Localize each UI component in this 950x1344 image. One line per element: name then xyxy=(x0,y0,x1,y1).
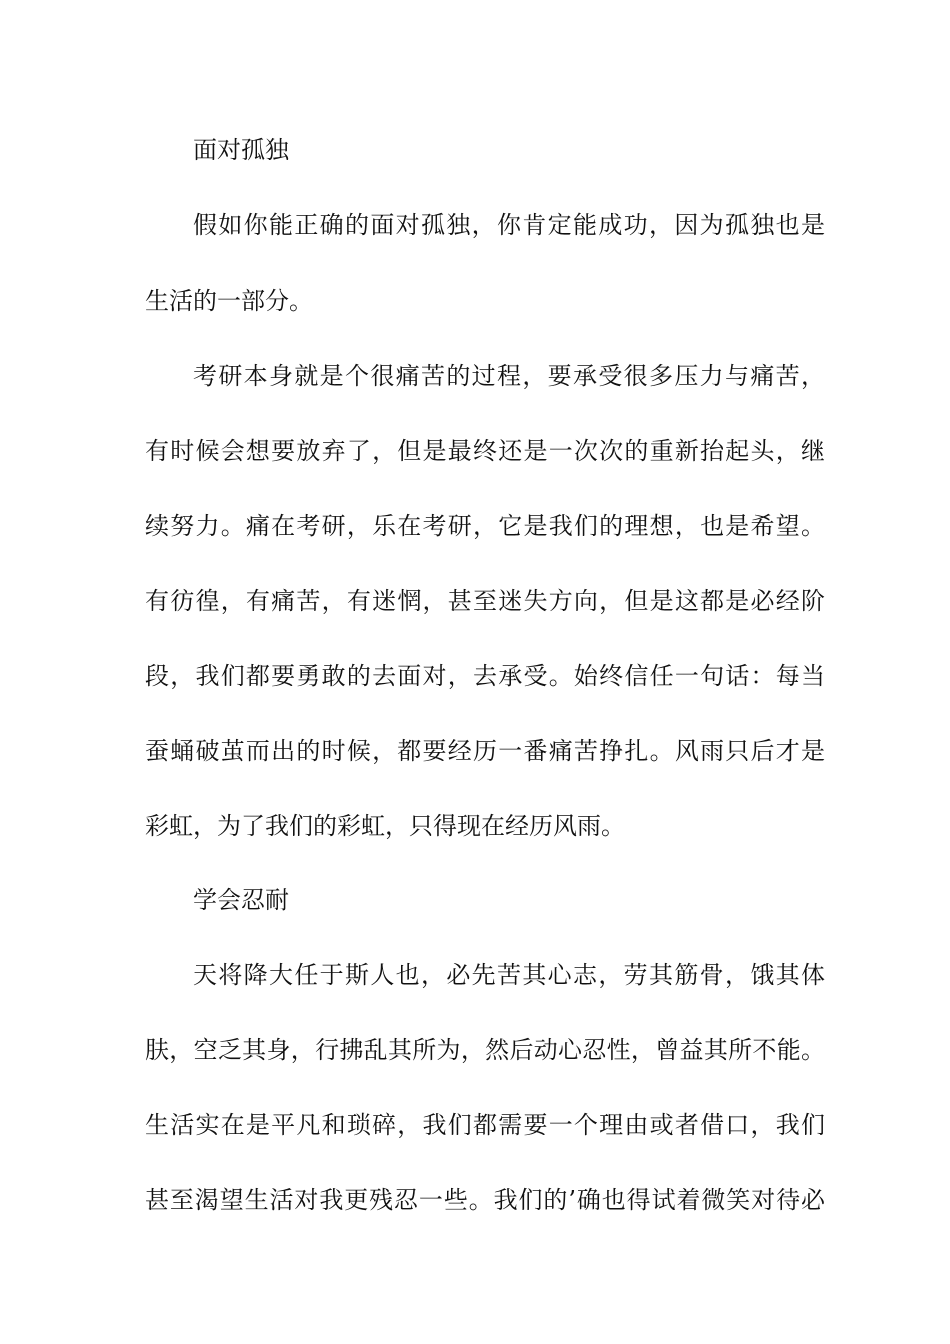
paragraph-line: 生活实在是平凡和琐碎，我们都需要一个理由或者借口，我们 xyxy=(145,1111,825,1139)
paragraph-line: 蚕蛹破茧而出的时候，都要经历一番痛苦挣扎。风雨只后才是 xyxy=(145,737,825,765)
paragraph-line: 假如你能正确的面对孤独，你肯定能成功，因为孤独也是 xyxy=(193,211,825,239)
paragraph-line: 生活的一部分。 xyxy=(145,287,313,315)
paragraph-line: 续努力。痛在考研，乐在考研，它是我们的理想，也是希望。 xyxy=(145,512,825,540)
paragraph-line: 甚至渴望生活对我更残忍一些。我们的’确也得试着微笑对待必 xyxy=(145,1186,825,1214)
paragraph-line: 段，我们都要勇敢的去面对，去承受。始终信任一句话：每当 xyxy=(145,662,825,690)
section-heading-learn-patience: 学会忍耐 xyxy=(193,886,289,914)
paragraph-line: 彩虹，为了我们的彩虹，只得现在经历风雨。 xyxy=(145,812,625,840)
section-heading-facing-loneliness: 面对孤独 xyxy=(193,136,289,164)
paragraph-line: 考研本身就是个很痛苦的过程，要承受很多压力与痛苦， xyxy=(193,362,825,390)
paragraph-line: 肤，空乏其身，行拂乱其所为，然后动心忍性，曾益其所不能。 xyxy=(145,1036,825,1064)
paragraph-line: 有彷徨，有痛苦，有迷惘，甚至迷失方向，但是这都是必经阶 xyxy=(145,587,825,615)
paragraph-line: 有时候会想要放弃了，但是最终还是一次次的重新抬起头，继 xyxy=(145,437,825,465)
paragraph-line: 天将降大任于斯人也，必先苦其心志，劳其筋骨，饿其体 xyxy=(193,961,825,989)
